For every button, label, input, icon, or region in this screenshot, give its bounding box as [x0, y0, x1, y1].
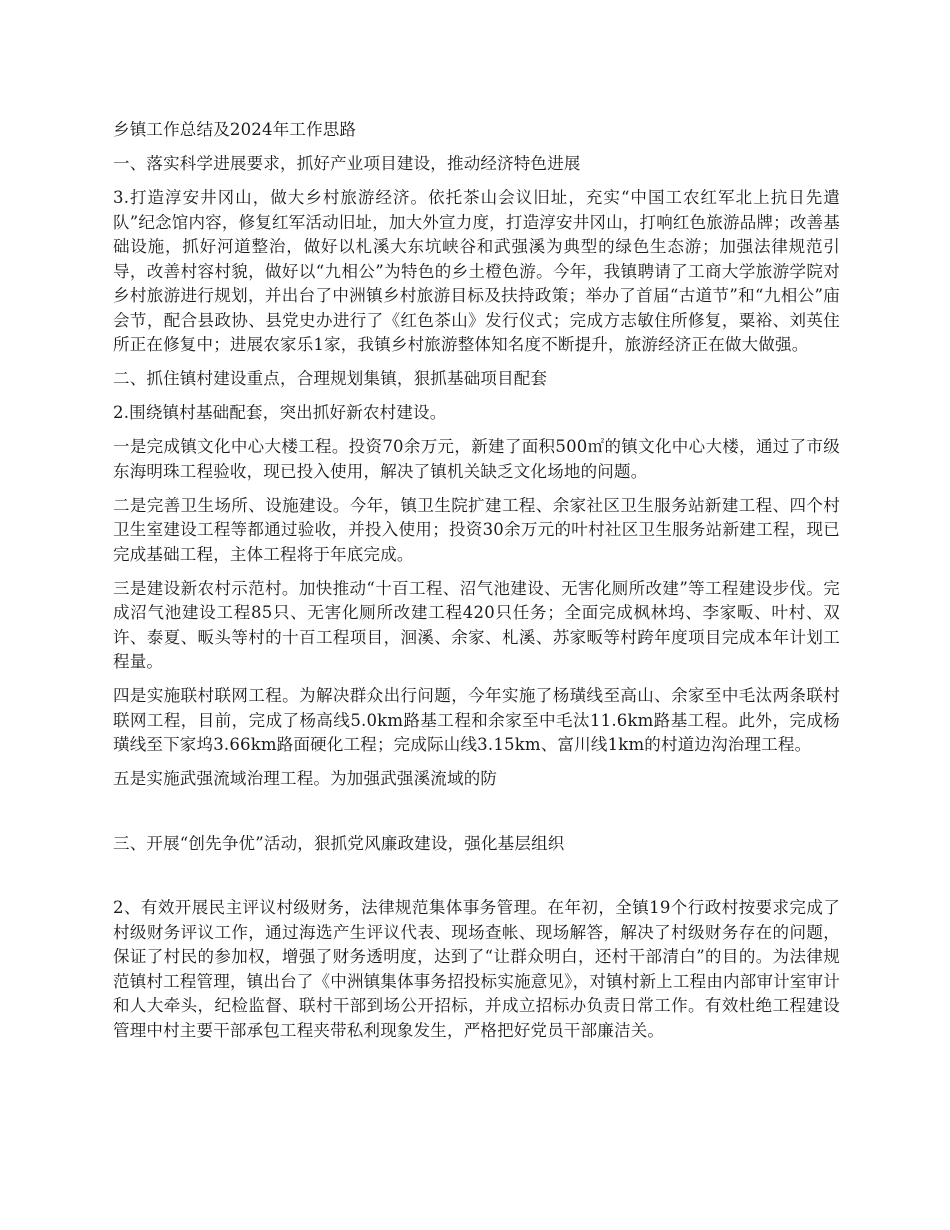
paragraph-tourism: 3.打造淳安井冈山，做大乡村旅游经济。依托茶山会议旧址，充实“中国工农红军北上抗日先遣队”纪念馆内容，修复红军活动旧址，加大外宣力度，打造淳安井冈山，打响红色旅游品牌；改善基础设施，抓好河道整治，做好以札溪大东坑峡谷和武强溪为典型的绿色生态游；加强法律规范引导，改善村容村貌，做好以“九相公”为特色的乡土橙色游。今年，我镇聘请了工商大学旅游学院对乡村旅游进行规划，并出台了中洲镇乡村旅游目标及扶持政策；举办了首届“古道节”和“九相公”庙会节，配合县政协、县党史办进行了《红色茶山》发行仪式；完成方志敏住所修复，粟裕、刘英住所正在修复中；进展农家乐1家，我镇乡村旅游整体知名度不断提升，旅游经济正在做大做强。	[113, 188, 840, 354]
paragraph-village-finance: 2、有效开展民主评议村级财务，法律规范集体事务管理。在年初，全镇19个行政村按要求完成了村级财务评议工作，通过海选产生评议代表、现场查帐、现场解答，解决了村级财务存在的问题，保证了村民的参加权，增强了财务透明度，达到了“让群众明白，还村干部清白”的目的。为法律规范镇村工程管理，镇出台了《中洲镇集体事务招投标实施意见》，对镇村新上工程由内部审计室审计和人大牵头，纪检监督、联村干部到场公开招标，并成立招标办负责日常工作。有效杜绝工程建设管理中村主要干部承包工程夹带私利现象发生，严格把好党员干部廉洁关。	[113, 898, 840, 1040]
paragraph-culture-center: 一是完成镇文化中心大楼工程。投资70余万元，新建了面积500㎡的镇文化中心大楼，通过了市级东海明珠工程验收，现已投入使用，解决了镇机关缺乏文化场地的问题。	[113, 437, 840, 481]
section-heading-2: 二、抓住镇村建设重点，合理规划集镇，狠抓基础项目配套	[113, 369, 548, 388]
paragraph-river-governance: 五是实施武强流域治理工程。为加强武强溪流域的防	[113, 769, 498, 788]
section-heading-1: 一、落实科学进展要求，抓好产业项目建设，推动经济特色进展	[113, 154, 581, 173]
paragraph-model-village: 三是建设新农村示范村。加快推动“十百工程、沼气池建设、无害化厕所改建”等工程建设步伐。完成沼气池建设工程85只、无害化厕所改建工程420只任务；全面完成枫林坞、李家畈、叶村、双许、泰夏、畈头等村的十百工程项目，洄溪、余家、札溪、苏家畈等村跨年度项目完成本年计划工程量。	[113, 578, 840, 671]
subheading-infrastructure: 2.围绕镇村基础配套，突出抓好新农村建设。	[113, 403, 447, 422]
paragraph-health-facilities: 二是完善卫生场所、设施建设。今年，镇卫生院扩建工程、余家社区卫生服务站新建工程、四个村卫生室建设工程等都通过验收，并投入使用；投资30余万元的叶村社区卫生服务站新建工程，现已完成基础工程，主体工程将于年底完成。	[113, 495, 840, 564]
document-page	[113, 118, 840, 1043]
document-title: 乡镇工作总结及2024年工作思路	[113, 120, 357, 139]
paragraph-road-network: 四是实施联村联网工程。为解决群众出行问题，今年实施了杨璜线至高山、余家至中毛汰两条联村联网工程，目前，完成了杨高线5.0km路基工程和余家至中毛汰11.6km路基工程。此外，完成杨璜线至下家坞3.66km路面硬化工程；完成际山线3.15km、富川线1km的村道边沟治理工程。	[113, 686, 840, 754]
section-heading-3: 三、开展“创先争优”活动，狠抓党风廉政建设，强化基层组织	[113, 833, 565, 853]
